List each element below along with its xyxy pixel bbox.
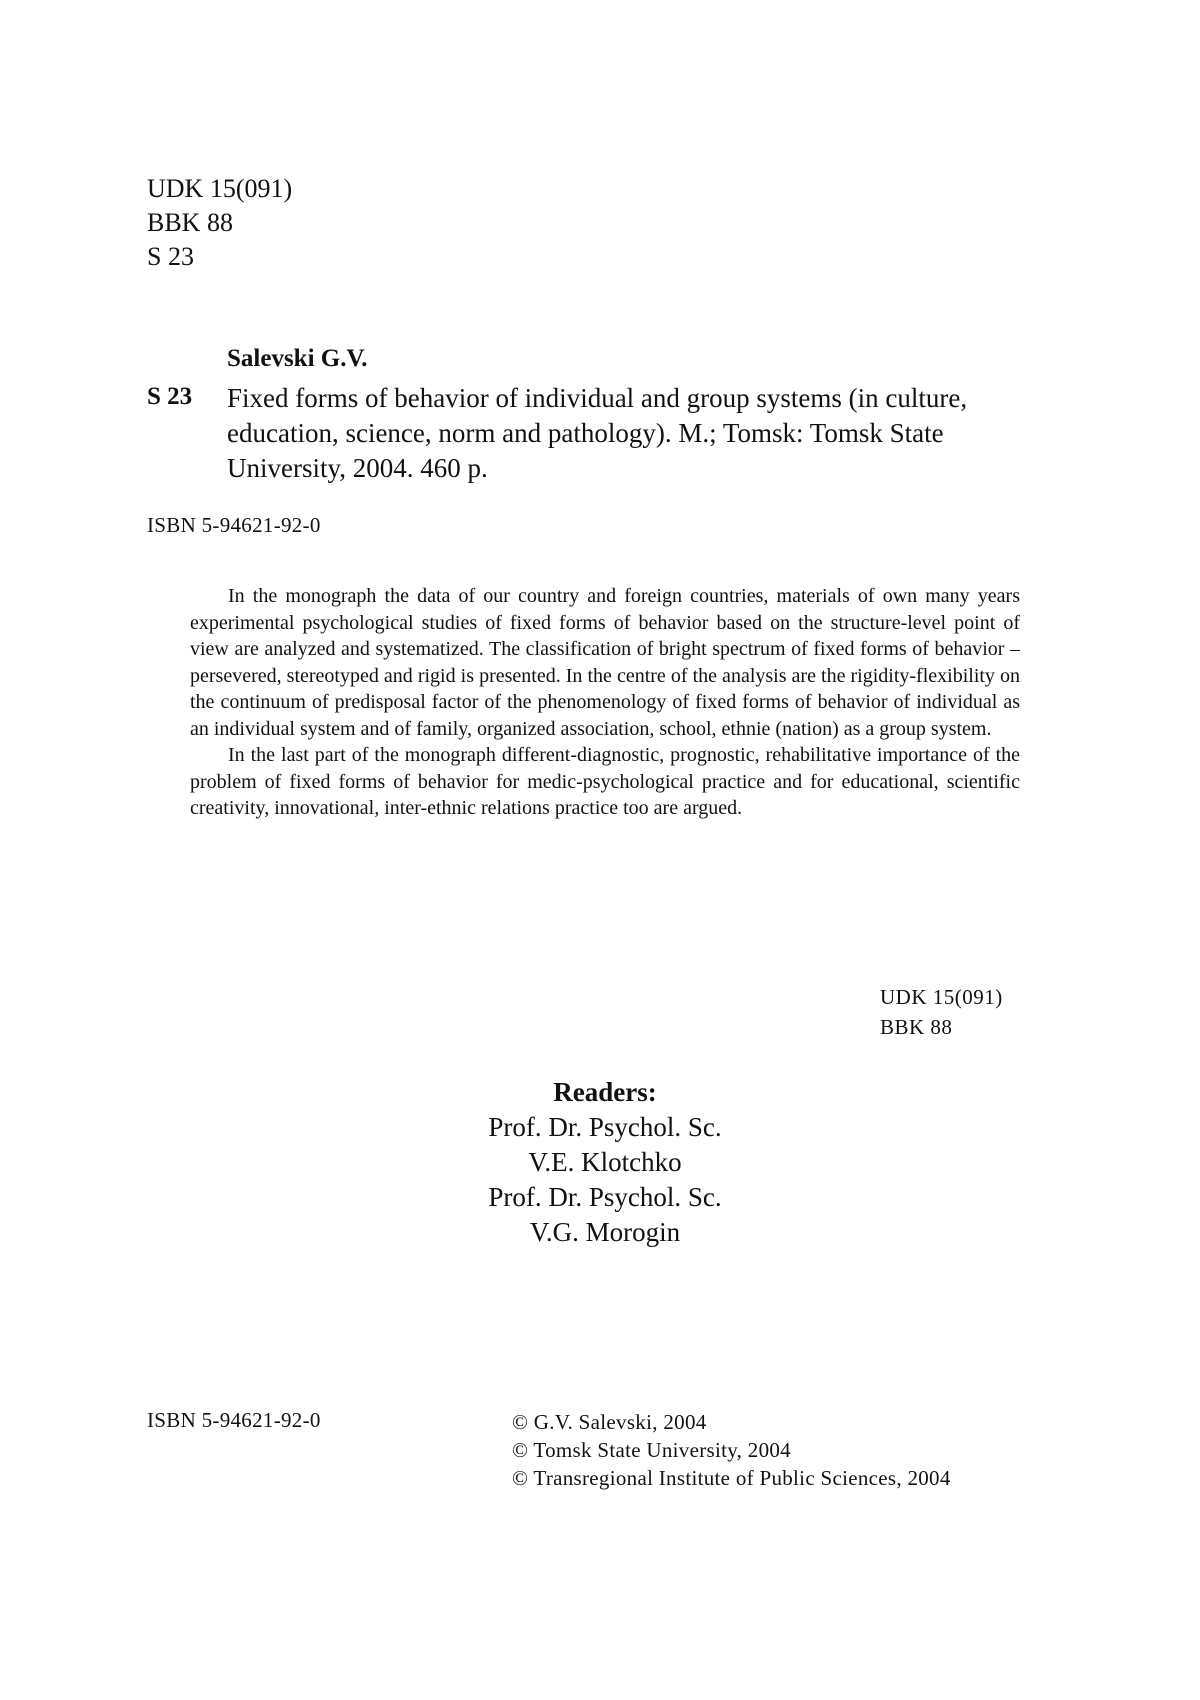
reader-1-degree: Prof. Dr. Psychol. Sc. [350, 1110, 860, 1145]
udk-code-right: UDK 15(091) [880, 982, 1003, 1012]
bbk-code: BBK 88 [147, 206, 292, 240]
author-name: Salevski G.V. [227, 345, 368, 373]
readers-title: Readers: [350, 1075, 860, 1110]
catalog-sign: S 23 [147, 383, 192, 411]
classification-codes-right [880, 982, 1003, 1042]
copyright-block [512, 1408, 951, 1492]
udk-code: UDK 15(091) [147, 172, 292, 206]
classification-codes [147, 172, 292, 274]
abstract-paragraph-1: In the monograph the data of our country and foreign countries, materials of own many years experimental psychological studies of fixed forms of behavior based on the structure-level point of view are analyzed and systematized. The classification of bright spectrum of fixed forms of behavior – persevered, stereotyped and rigid is presented. In the centre of the analysis are the rigidity-flexibility on the continuum of predisposal factor of the phenomenology of fixed forms of behavior of individual as an individual system and of family, organized association, school, ethnie (nation) as a group system. [190, 583, 1020, 742]
isbn-bottom: ISBN 5-94621-92-0 [147, 1408, 321, 1433]
abstract-paragraph-2: In the last part of the monograph different-diagnostic, prognostic, rehabilitative importance of the problem of fixed forms of behavior for medic-psychological practice and for educational, scientific creativity, innovational, inter-ethnic relations practice too are argued. [190, 742, 1020, 822]
copyright-line-3: © Transregional Institute of Public Sciences, 2004 [512, 1464, 951, 1492]
copyright-line-1: © G.V. Salevski, 2004 [512, 1408, 951, 1436]
isbn-top: ISBN 5-94621-92-0 [147, 513, 321, 538]
reader-2-degree: Prof. Dr. Psychol. Sc. [350, 1180, 860, 1215]
readers-block [350, 1075, 860, 1250]
reader-1-name: V.E. Klotchko [350, 1145, 860, 1180]
author-sign: S 23 [147, 240, 292, 274]
copyright-line-2: © Tomsk State University, 2004 [512, 1436, 951, 1464]
reader-2-name: V.G. Morogin [350, 1215, 860, 1250]
book-description: Fixed forms of behavior of individual and group systems (in culture, education, science, norm and pathology). M.; Tomsk: Tomsk State University, 2004. 460 p. [227, 381, 1027, 486]
abstract [190, 583, 1020, 822]
bbk-code-right: BBK 88 [880, 1012, 1003, 1042]
